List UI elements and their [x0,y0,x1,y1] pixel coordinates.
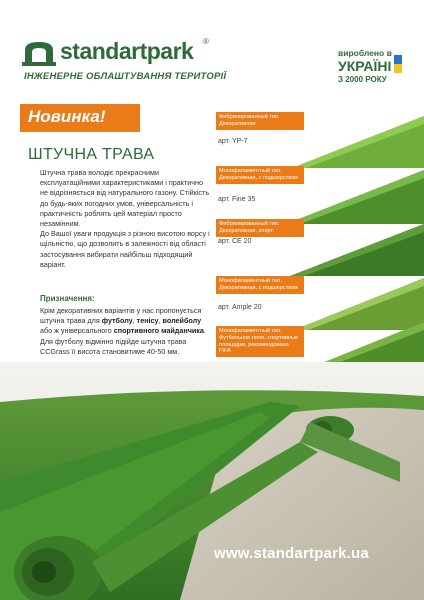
product-tag: Монофиламентный тип. Декоративная, с подшерстком [216,166,304,184]
product-tag: Фибрилированный тип. Декоративная, спорт. [216,219,304,237]
product-article: арт. CE 20 [218,238,252,245]
page-title: ШТУЧНА ТРАВА [28,146,155,163]
product-article: арт. Ample 20 [218,304,262,311]
purpose-text-part: , [132,316,137,326]
registered-mark: ® [203,37,209,46]
made-in-line3: З 2000 РОКУ [338,75,387,84]
purpose-sports-ground: спортивного майданчика [113,326,204,336]
product-article: арт. YP-7 [218,138,248,145]
ukraine-flag-icon [394,55,402,73]
website-link[interactable]: www.standartpark.ua [214,545,369,562]
purpose-text-part: Крім декоративних варіантів у нас пропонується штучна трава для [40,306,202,326]
product-tag: Монофиламентный тип. Футбольное поле, спортивные площадки, рекомендовано FIFA [216,326,304,357]
brand-name: standartpark [60,38,194,64]
product-tag: Монофиламентный тип. Декоративная, с подшерстком [216,276,304,294]
made-in-line1: вироблено в [338,48,392,58]
product-tag: Фибрилированный тип. Декоративная [216,112,304,130]
brand-tagline: ІНЖЕНЕРНЕ ОБЛАШТУВАННЯ ТЕРИТОРІЇ [24,71,227,82]
purpose-tennis: тенісу [136,316,159,326]
purpose-volleyball: волейболу [162,316,202,326]
purpose-heading: Призначення: [40,294,95,303]
description-paragraph-1: Штучна трава володіє прекрасними експлуатаційними характеристиками і практично не відрізняється від натурального газону. Стійкість до будь-яких погодних умов, універсальність і практичність роблять цей матеріал просто незамінним. [40,168,210,229]
purpose-text-part: , [158,316,163,326]
description-paragraph-2: До Вашої уваги продукція з різною висотою ворсу і щільністю, що дозволить в залежності від області застосування вибирати найбільш підходящий варіант. [40,229,210,269]
description [40,168,212,270]
purpose-text-part: або ж універсального [40,326,114,336]
logo-icon [22,40,56,66]
purpose-text [40,306,212,357]
made-in-line2: УКРАЇНІ [338,58,392,74]
product-article: арт. Fine 35 [218,196,256,203]
purpose-text-part: . Для футболу відмінно підійде штучна трава CCGrass її висота становитиме 40-50 мм. [40,326,206,356]
new-badge-label: Новинка! [28,107,106,126]
purpose-football: футболу [101,316,133,326]
